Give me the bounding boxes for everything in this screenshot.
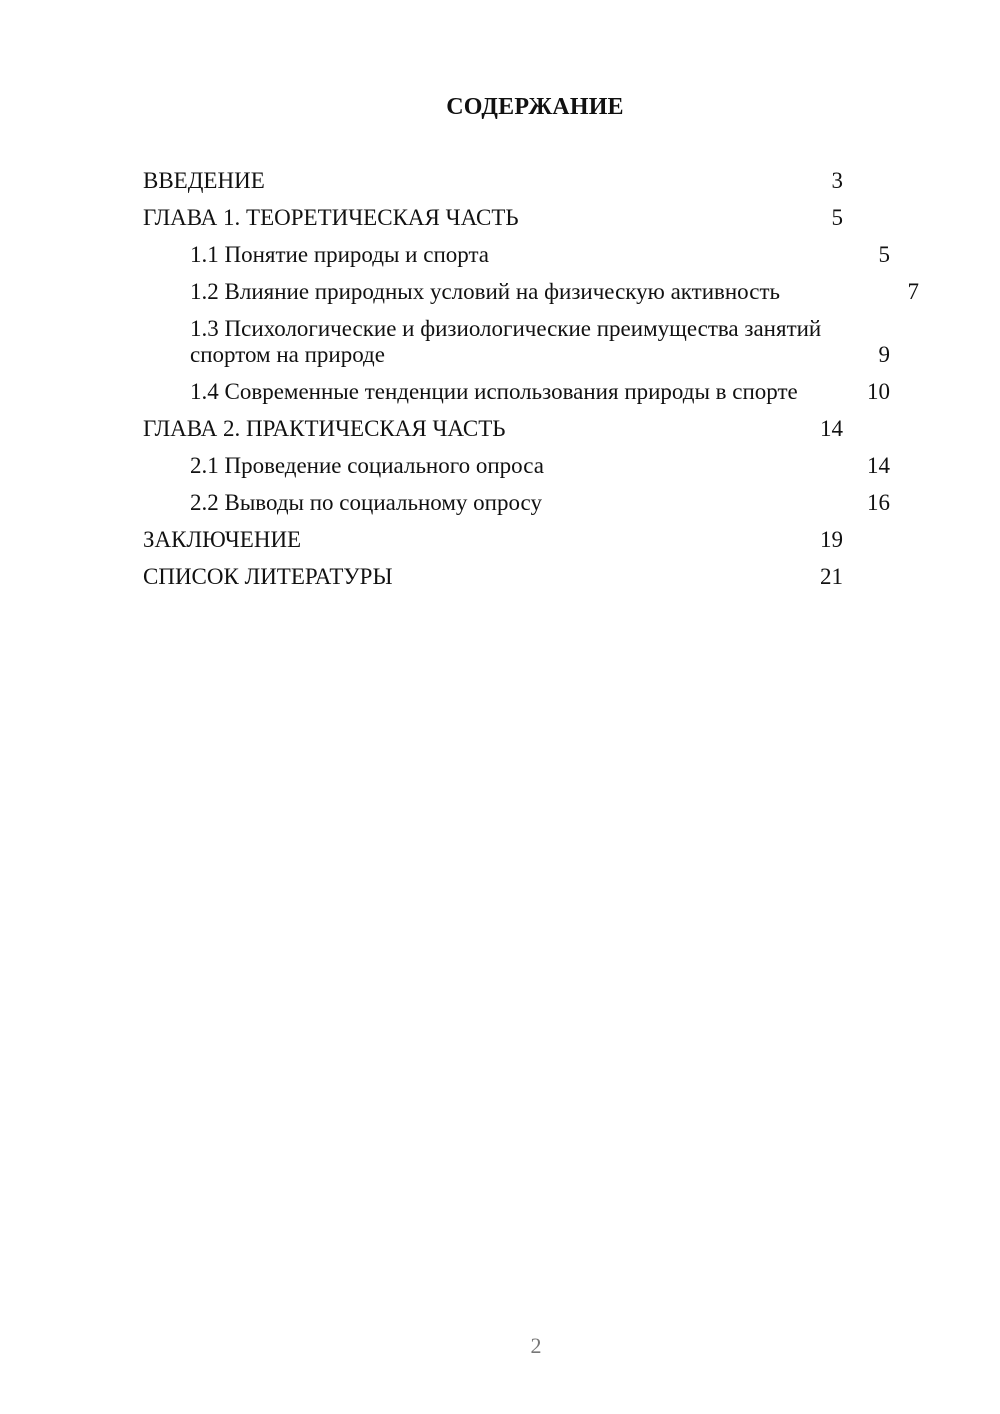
toc-entry-page: 9 xyxy=(878,342,890,367)
toc-entry-page: 5 xyxy=(831,205,843,230)
toc-entry-text: ГЛАВА 1. ТЕОРЕТИЧЕСКАЯ ЧАСТЬ xyxy=(143,205,519,230)
toc-entry-introduction[interactable] xyxy=(143,168,919,194)
toc-title: СОДЕРЖАНИЕ xyxy=(446,94,624,120)
toc-entry-text: 2.2 Выводы по социальному опросу xyxy=(190,490,542,515)
toc-entry-section-1-3[interactable] xyxy=(143,316,919,368)
toc-entry-page: 19 xyxy=(820,527,843,552)
toc-entry-text: 1.4 Современные тенденции использования природы в спорте xyxy=(190,379,798,404)
toc-entry-text: 2.1 Проведение социального опроса xyxy=(190,453,544,478)
toc-entry-text: 1.2 Влияние природных условий на физическую активность xyxy=(190,279,781,304)
toc-entry-conclusion[interactable] xyxy=(143,527,919,553)
toc-entry-text: 1.1 Понятие природы и спорта xyxy=(190,242,489,267)
toc-entry-page: 16 xyxy=(867,490,890,515)
toc-entry-text: 1.3 Психологические и физиологические преимущества занятий спортом на природе xyxy=(190,316,822,367)
toc-entry-section-1-4[interactable] xyxy=(143,379,919,405)
toc-entry-text: СПИСОК ЛИТЕРАТУРЫ xyxy=(143,564,393,589)
toc-entry-page: 5 xyxy=(878,242,890,267)
toc-entry-chapter-2[interactable] xyxy=(143,416,919,442)
toc-entry-section-2-1[interactable] xyxy=(143,453,919,479)
toc-entry-text: ВВЕДЕНИЕ xyxy=(143,168,265,193)
toc-entry-page: 7 xyxy=(907,279,919,304)
toc-entry-text: ЗАКЛЮЧЕНИЕ xyxy=(143,527,302,552)
toc-entry-page: 14 xyxy=(820,416,843,441)
toc-entry-chapter-1[interactable] xyxy=(143,205,919,231)
page-number: 2 xyxy=(530,1333,542,1358)
toc-entry-section-1-2[interactable] xyxy=(143,279,919,305)
toc-entry-section-1-1[interactable] xyxy=(143,242,919,268)
toc-entry-text: ГЛАВА 2. ПРАКТИЧЕСКАЯ ЧАСТЬ xyxy=(143,416,506,441)
toc-entry-references[interactable] xyxy=(143,564,919,590)
toc-entry-page: 14 xyxy=(867,453,890,478)
toc-entry-section-2-2[interactable] xyxy=(143,490,919,516)
toc-entry-page: 10 xyxy=(867,379,890,404)
table-of-contents xyxy=(143,168,919,601)
toc-entry-page: 3 xyxy=(831,168,843,193)
toc-entry-page: 21 xyxy=(820,564,843,589)
